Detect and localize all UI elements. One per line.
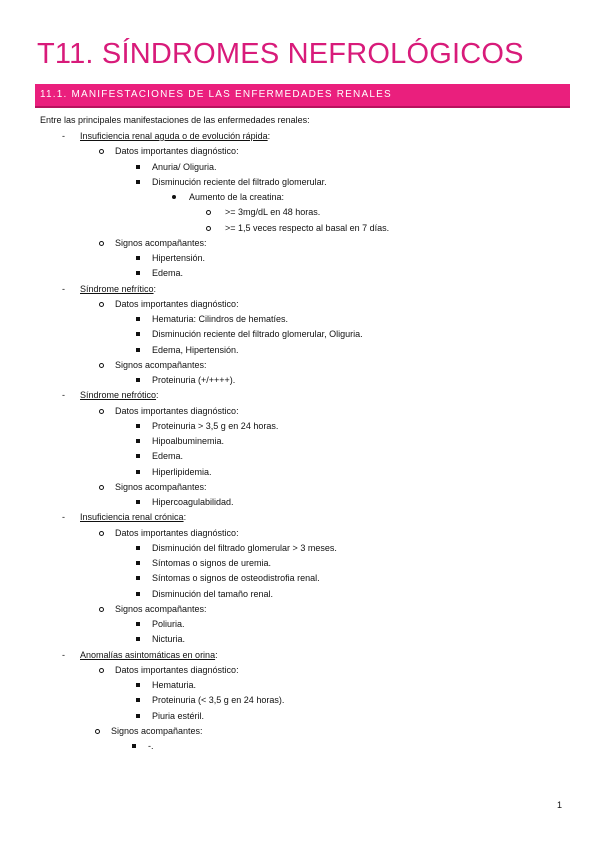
square-bullet-icon — [136, 454, 140, 458]
category-heading: Síndrome nefrótico — [80, 390, 157, 401]
heading-colon: : — [267, 131, 271, 141]
list-item-text: Disminución reciente del filtrado glomerular, Oliguria. — [152, 329, 363, 340]
square-bullet-icon — [136, 683, 140, 687]
square-bullet-icon — [136, 256, 140, 260]
square-bullet-icon — [136, 500, 140, 504]
square-bullet-icon — [132, 744, 136, 748]
list-item-text: Proteinuria > 3,5 g en 24 horas. — [152, 420, 279, 431]
list-item-text: Anuria/ Oliguria. — [152, 161, 217, 172]
list-item-text: Signos acompañantes: — [115, 603, 207, 614]
list-item-text: Disminución reciente del filtrado glomerular. — [152, 176, 327, 187]
list-item-text: >= 3mg/dL en 48 horas. — [225, 207, 321, 218]
square-bullet-icon — [136, 439, 140, 443]
dash-bullet: - — [62, 131, 65, 141]
circle-bullet-icon — [99, 302, 104, 307]
list-item-text: Signos acompañantes: — [115, 237, 207, 248]
list-item-text: Proteinuria (+/++++). — [152, 375, 236, 385]
list-item-text: Hiperlipidemia. — [152, 466, 212, 477]
list-item-text: Signos acompañantes: — [115, 481, 207, 492]
list-item-text: Hematuria. — [152, 680, 197, 690]
list-item-text: Datos importantes diagnóstico: — [115, 405, 239, 416]
dash-bullet: - — [62, 649, 65, 660]
list-item-text: >= 1,5 veces respecto al basal en 7 días. — [225, 222, 390, 233]
square-bullet-icon — [136, 622, 140, 626]
section-title: 11.1. MANIFESTACIONES DE LAS ENFERMEDADES RENALES — [40, 89, 392, 100]
list-item-text: Edema. — [152, 268, 184, 279]
square-bullet-icon — [136, 470, 140, 474]
square-bullet-icon — [136, 592, 140, 596]
category-heading: Insuficiencia renal crónica — [80, 512, 184, 523]
list-item-text: Datos importantes diagnóstico: — [115, 298, 239, 309]
circle-bullet-icon — [99, 363, 104, 368]
square-bullet-icon — [136, 698, 140, 702]
circle-bullet-icon — [206, 226, 211, 231]
section-header — [35, 84, 570, 108]
category-heading: Anomalías asintomáticas en orina — [80, 649, 216, 660]
category-heading: Síndrome nefrítico — [80, 283, 154, 294]
heading-colon: : — [156, 390, 159, 401]
square-bullet-icon — [136, 332, 140, 336]
square-bullet-icon — [136, 378, 140, 382]
list-item-text: Poliuria. — [152, 619, 185, 629]
list-item-text: Datos importantes diagnóstico: — [115, 146, 239, 157]
list-item-text: Síntomas o signos de uremia. — [152, 558, 272, 568]
dash-bullet: - — [62, 283, 65, 294]
list-item-text: Edema. — [152, 451, 184, 462]
circle-bullet-icon — [206, 210, 211, 215]
list-item-text: Disminución del tamaño renal. — [152, 588, 274, 599]
list-item-text: Datos importantes diagnóstico: — [115, 527, 239, 538]
list-item-text: Hipoalbuminemia. — [152, 436, 225, 446]
circle-bullet-icon — [95, 729, 100, 734]
circle-bullet-icon — [99, 149, 104, 154]
list-item-text: Disminución del filtrado glomerular > 3 meses. — [152, 542, 337, 553]
heading-colon: : — [183, 512, 187, 523]
heading-colon: : — [153, 283, 157, 294]
category-heading: Insuficiencia renal aguda o de evolución rápida — [80, 131, 268, 141]
dot-bullet-icon — [172, 195, 176, 199]
list-item-text: Hipercoagulabilidad. — [152, 497, 234, 507]
list-item-text: Aumento de la creatina: — [189, 192, 285, 202]
square-bullet-icon — [136, 424, 140, 428]
heading-colon: : — [215, 649, 218, 660]
square-bullet-icon — [136, 714, 140, 718]
circle-bullet-icon — [99, 485, 104, 490]
square-bullet-icon — [136, 546, 140, 550]
circle-bullet-icon — [99, 409, 104, 414]
square-bullet-icon — [136, 576, 140, 580]
list-item-text: Síntomas o signos de osteodistrofia renal. — [152, 573, 320, 584]
page-title: T11. SÍNDROMES NEFROLÓGICOS — [37, 38, 524, 70]
circle-bullet-icon — [99, 241, 104, 246]
list-item-text: Proteinuria (< 3,5 g en 24 horas). — [152, 695, 285, 706]
list-item-text: Edema, Hipertensión. — [152, 344, 239, 355]
list-item-text: Hipertensión. — [152, 253, 206, 263]
square-bullet-icon — [136, 165, 140, 169]
square-bullet-icon — [136, 317, 140, 321]
dash-bullet: - — [62, 512, 65, 523]
list-item-text: Hematuria: Cilindros de hematíes. — [152, 314, 289, 324]
list-item-text: Signos acompañantes: — [115, 359, 207, 370]
circle-bullet-icon — [99, 668, 104, 673]
list-item-text: Datos importantes diagnóstico: — [115, 664, 239, 675]
square-bullet-icon — [136, 271, 140, 275]
square-bullet-icon — [136, 180, 140, 184]
page-number: 1 — [557, 800, 563, 810]
list-item-text: Nicturia. — [152, 634, 186, 645]
square-bullet-icon — [136, 348, 140, 352]
circle-bullet-icon — [99, 607, 104, 612]
intro-text: Entre las principales manifestaciones de las enfermedades renales: — [40, 115, 310, 125]
circle-bullet-icon — [99, 531, 104, 536]
square-bullet-icon — [136, 637, 140, 641]
dash-bullet: - — [62, 390, 65, 401]
list-item-text: Signos acompañantes: — [111, 725, 203, 736]
list-item-text: -. — [148, 741, 154, 751]
list-item-text: Piuria estéril. — [152, 710, 205, 721]
square-bullet-icon — [136, 561, 140, 565]
